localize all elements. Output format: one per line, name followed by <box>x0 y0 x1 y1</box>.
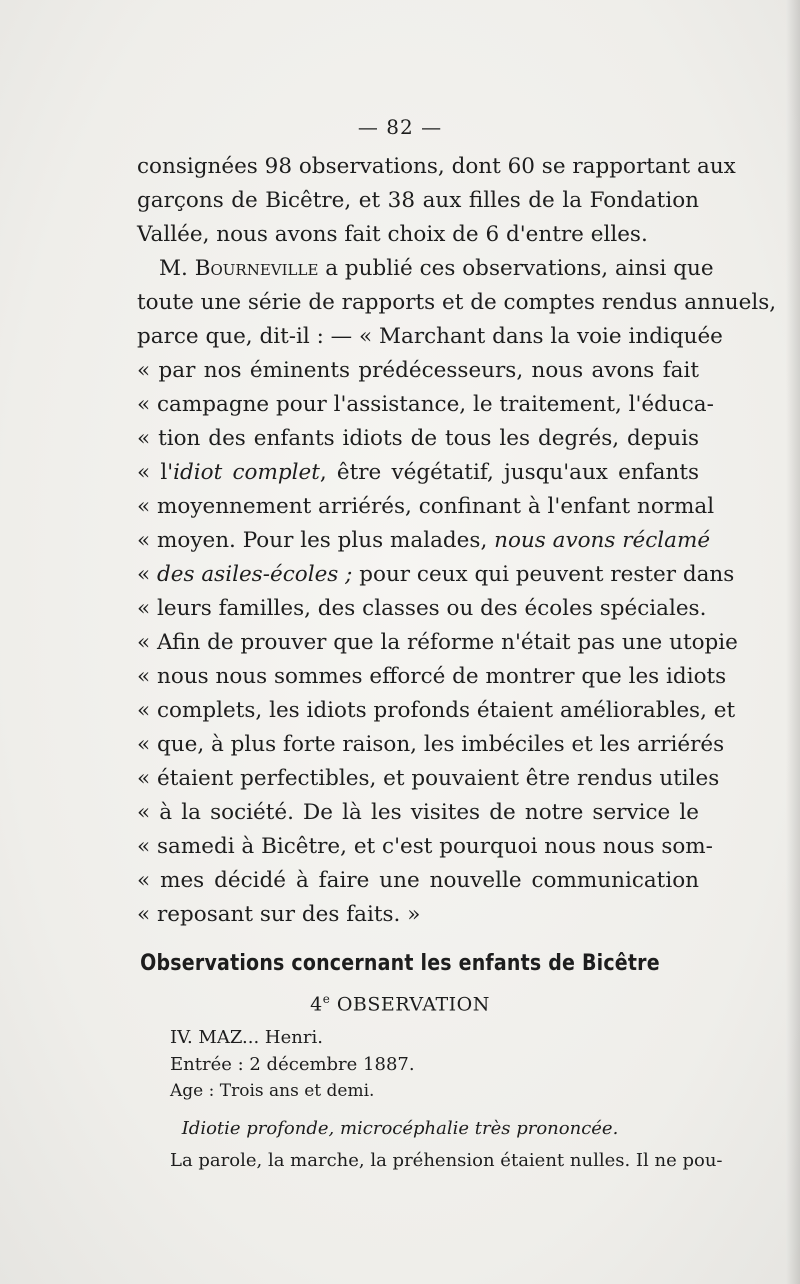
text-line: « moyen. Pour les plus malades, nous avons réclamé <box>137 528 711 553</box>
text-line: La parole, la marche, la préhension étaient nulles. Il ne pou- <box>170 1150 723 1171</box>
page-edge-shadow <box>786 0 800 1284</box>
section-heading: Observations concernant les enfants de Bicêtre <box>140 950 660 976</box>
italic-phrase: idiot complet <box>173 460 320 485</box>
patient-age: Age : Trois ans et demi. <box>170 1081 375 1101</box>
diagnosis: Idiotie profonde, microcéphalie très prononcée. <box>181 1118 619 1139</box>
text-line: « tion des enfants idiots de tous les degrés, depuis <box>137 426 699 451</box>
text-line: « leurs familles, des classes ou des écoles spéciales. <box>137 596 707 621</box>
text-line: « à la société. De là les visites de notre service le <box>137 800 699 825</box>
body-text <box>137 150 777 932</box>
text-line: « samedi à Bicêtre, et c'est pourquoi nous nous som- <box>137 834 713 859</box>
text-line: « étaient perfectibles, et pouvaient être rendus utiles <box>137 766 720 791</box>
text-line: M. Bourneville a publié ces observations, ainsi que <box>159 256 714 281</box>
text-line: toute une série de rapports et de comptes rendus annuels, <box>137 290 777 315</box>
text-line: « par nos éminents prédécesseurs, nous avons fait <box>137 358 699 383</box>
text-line: consignées 98 observations, dont 60 se rapportant aux <box>137 154 736 179</box>
author-name: Bourneville <box>194 256 319 281</box>
admission-date: Entrée : 2 décembre 1887. <box>170 1054 415 1075</box>
text-line: « complets, les idiots profonds étaient améliorables, et <box>137 698 736 723</box>
patient-name: IV. MAZ... Henri. <box>170 1027 323 1048</box>
page-number: — 82 — <box>357 115 443 139</box>
text-line: « reposant sur des faits. » <box>137 902 421 927</box>
text-line: « des asiles-écoles ; pour ceux qui peuvent rester dans <box>137 562 735 587</box>
text-line: parce que, dit-il : — « Marchant dans la voie indiquée <box>137 324 723 349</box>
text-line: « l'idiot complet, être végétatif, jusqu'aux enfants <box>137 460 699 485</box>
text-line: « nous nous sommes efforcé de montrer que les idiots <box>137 664 727 689</box>
text-line: « Afin de prouver que la réforme n'était pas une utopie <box>137 630 738 655</box>
text-line: « que, à plus forte raison, les imbéciles et les arriérés <box>137 732 725 757</box>
text-line: garçons de Bicêtre, et 38 aux filles de la Fondation <box>137 188 699 213</box>
text-line: « mes décidé à faire une nouvelle communication <box>137 868 699 893</box>
observation-title: 4e OBSERVATION <box>310 992 490 1016</box>
text-line: Vallée, nous avons fait choix de 6 d'entre elles. <box>137 222 648 247</box>
text-line: « campagne pour l'assistance, le traitement, l'éduca- <box>137 392 714 417</box>
italic-phrase: des asiles-écoles ; <box>157 562 353 587</box>
italic-phrase: nous avons réclamé <box>494 528 711 553</box>
text-line: « moyennement arriérés, confinant à l'enfant normal <box>137 494 715 519</box>
